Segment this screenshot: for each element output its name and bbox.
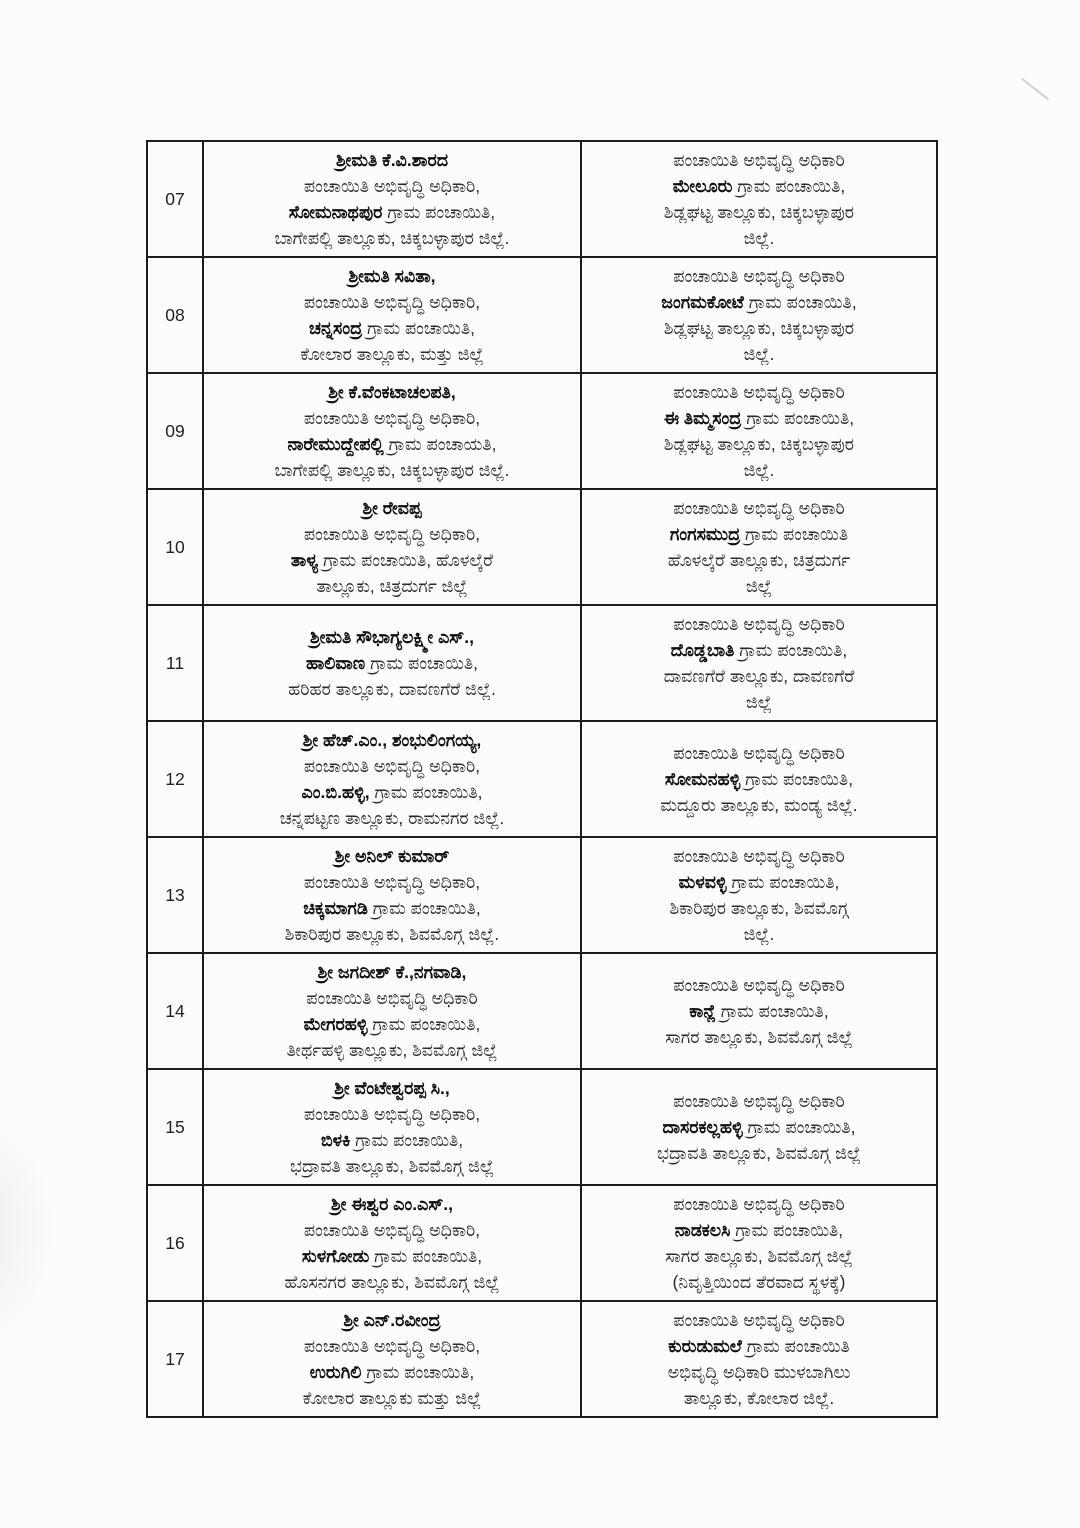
- plain-text: ಗ್ರಾಮ ಪಂಚಾಯಿತಿ,: [361, 1362, 475, 1382]
- text-line: [592, 663, 926, 689]
- plain-text: ಜಿಲ್ಲೆ.: [743, 344, 775, 364]
- emphasized-text: ಶ್ರೀ ಹೆಚ್.ಎಂ., ಶಂಭುಲಿಂಗಯ್ಯ,: [302, 730, 482, 750]
- text-line: [214, 521, 570, 547]
- text-line: [214, 676, 570, 702]
- plain-text: ಭದ್ರಾವತಿ ತಾಲ್ಲೂಕು, ಶಿವಮೊಗ್ಗ ಜಿಲ್ಲೆ: [657, 1143, 861, 1163]
- text-line: [214, 727, 570, 753]
- plain-text: ಕೋಲಾರ ತಾಲ್ಲೂಕು ಮತ್ತು ಜಿಲ್ಲೆ: [302, 1388, 482, 1408]
- plain-text: ಶಿಡ್ಲಘಟ್ಟ ತಾಲ್ಲೂಕು, ಚಿಕ್ಕಬಳ್ಳಾಪುರ: [663, 318, 855, 338]
- text-line: [214, 895, 570, 921]
- text-line: [214, 457, 570, 483]
- plain-text: ಶಿಡ್ಲಘಟ್ಟ ತಾಲ್ಲೂಕು, ಚಿಕ್ಕಬಳ್ಳಾಪುರ: [663, 202, 855, 222]
- text-line: [592, 1307, 926, 1333]
- text-line: [214, 1385, 570, 1411]
- plain-text: ಹರಿಹರ ತಾಲ್ಲೂಕು, ದಾವಣಗೆರೆ ಜಿಲ್ಲೆ.: [288, 679, 496, 699]
- new-posting-cell: [581, 141, 937, 257]
- plain-text: ಗ್ರಾಮ ಪಂಚಾಯಿತಿ,: [740, 769, 854, 789]
- plain-text: ಸಾಗರ ತಾಲ್ಲೂಕು, ಶಿವಮೊಗ್ಗ ಜಿಲ್ಲೆ: [665, 1027, 853, 1047]
- new-posting-cell: [581, 489, 937, 605]
- plain-text: ಗ್ರಾಮ ಪಂಚಾಯಿತಿ: [740, 524, 849, 544]
- text-line: [592, 495, 926, 521]
- table-row: [147, 1069, 937, 1185]
- plain-text: ಗ್ರಾಮ ಪಂಚಾಯಿತಿ,: [367, 898, 481, 918]
- plain-text: ಪಂಚಾಯಿತಿ ಅಭಿವೃದ್ಧಿ ಅಧಿಕಾರಿ: [673, 498, 845, 518]
- plain-text: ಗ್ರಾಮ ಪಂಚಾಯಿತಿ,: [741, 408, 855, 428]
- serial-number: 12: [147, 721, 203, 837]
- text-line: [214, 959, 570, 985]
- text-line: [214, 1101, 570, 1127]
- text-line: [592, 921, 926, 947]
- plain-text: ಸಾಗರ ತಾಲ್ಲೂಕು, ಶಿವಮೊಗ್ಗ ಜಿಲ್ಲೆ: [665, 1246, 853, 1266]
- plain-text: ಪಂಚಾಯಿತಿ ಅಭಿವೃದ್ಧಿ ಅಧಿಕಾರಿ: [673, 975, 845, 995]
- text-line: [592, 895, 926, 921]
- emphasized-text: ಸೋಮನಾಥಪುರ: [288, 202, 383, 222]
- plain-text: ಬಾಗೇಪಲ್ಲಿ ತಾಲ್ಲೂಕು, ಚಿಕ್ಕಬಳ್ಳಾಪುರ ಜಿಲ್ಲೆ.: [274, 228, 510, 248]
- text-line: [214, 1075, 570, 1101]
- emphasized-text: ಉರುಗಿಲಿ: [309, 1362, 362, 1382]
- plain-text: ದಾವಣಗೆರೆ ತಾಲ್ಲೂಕು, ದಾವಣಗೆರೆ: [663, 666, 855, 686]
- emphasized-text: ಎಂ.ಬಿ.ಹಳ್ಳಿ,: [301, 782, 370, 802]
- plain-text: ಭದ್ರಾವತಿ ತಾಲ್ಲೂಕು, ಶಿವಮೊಗ್ಗ ಜಿಲ್ಲೆ: [290, 1156, 494, 1176]
- emphasized-text: ಶ್ರೀ ಜಗದೀಶ್ ಕೆ.,ನಗವಾಡಿ,: [317, 962, 467, 982]
- text-line: [592, 1243, 926, 1269]
- new-posting-cell: [581, 1301, 937, 1417]
- plain-text: ಗ್ರಾಮ ಪಂಚಾಯಿತಿ,: [382, 202, 496, 222]
- new-posting-cell: [581, 721, 937, 837]
- emphasized-text: ಈ ತಿಮ್ಮಸಂದ್ರ: [663, 408, 742, 428]
- emphasized-text: ಕುರುಡುಮಲೆ: [668, 1336, 742, 1356]
- plain-text: ಮದ್ದೂರು ತಾಲ್ಲೂಕು, ಮಂಡ್ಯ ಜಿಲ್ಲೆ.: [660, 795, 858, 815]
- serial-number: 13: [147, 837, 203, 953]
- emphasized-text: ಜಂಗಮಕೋಟೆ: [661, 292, 744, 312]
- table-row: [147, 257, 937, 373]
- plain-text: ಶಿಕಾರಿಪುರ ತಾಲ್ಲೂಕು, ಶಿವಮೊಗ್ಗ: [669, 898, 849, 918]
- plain-text: ಪಂಚಾಯಿತಿ ಅಭಿವೃದ್ಧಿ ಅಧಿಕಾರಿ: [673, 382, 845, 402]
- serial-number: 10: [147, 489, 203, 605]
- plain-text: ಪಂಚಾಯಿತಿ ಅಭಿವೃದ್ಧಿ ಅಧಿಕಾರಿ: [673, 266, 845, 286]
- emphasized-text: ಮೇಲೂರು: [672, 176, 733, 196]
- text-line: [214, 315, 570, 341]
- plain-text: ಚನ್ನಪಟ್ಟಣ ತಾಲ್ಲೂಕು, ರಾಮನಗರ ಜಿಲ್ಲೆ.: [279, 808, 505, 828]
- current-posting-cell: [203, 373, 581, 489]
- plain-text: ಜಿಲ್ಲೆ.: [743, 228, 775, 248]
- table-row: [147, 489, 937, 605]
- plain-text: ಪಂಚಾಯಿತಿ ಅಭಿವೃದ್ಧಿ ಅಧಿಕಾರಿ: [673, 1310, 845, 1330]
- text-line: [214, 650, 570, 676]
- text-line: [214, 173, 570, 199]
- current-posting-cell: [203, 837, 581, 953]
- emphasized-text: ಶ್ರೀ ಎನ್.ರವೀಂದ್ರ: [343, 1310, 441, 1330]
- plain-text: (ನಿವೃತ್ತಿಯಿಂದ ತೆರವಾದ ಸ್ಥಳಕ್ಕೆ): [672, 1272, 846, 1292]
- text-line: [214, 985, 570, 1011]
- emphasized-text: ನಾಡಕಲಸಿ: [674, 1220, 731, 1240]
- plain-text: ಪಂಚಾಯಿತಿ ಅಭಿವೃದ್ಧಿ ಅಧಿಕಾರಿ: [673, 150, 845, 170]
- plain-text: ಪಂಚಾಯಿತಿ ಅಭಿವೃದ್ಧಿ ಅಧಿಕಾರಿ,: [303, 176, 481, 196]
- text-line: [592, 379, 926, 405]
- plain-text: ಪಂಚಾಯಿತಿ ಅಭಿವೃದ್ಧಿ ಅಧಿಕಾರಿ,: [303, 872, 481, 892]
- text-line: [592, 1140, 926, 1166]
- plain-text: ಜಿಲ್ಲೆ: [746, 692, 772, 712]
- plain-text: ಕೋಲಾರ ತಾಲ್ಲೂಕು, ಮತ್ತು ಜಿಲ್ಲೆ: [300, 344, 484, 364]
- emphasized-text: ಶ್ರೀ ವೆಂಟೇಶ್ವರಪ್ಪ ಸಿ.,: [334, 1078, 450, 1098]
- emphasized-text: ಶ್ರೀಮತಿ ಸವಿತಾ,: [348, 266, 436, 286]
- plain-text: ಗ್ರಾಮ ಪಂಚಾಯತಿ,: [383, 434, 497, 454]
- emphasized-text: ನಾರೇಮುದ್ದೇಪಲ್ಲಿ: [287, 434, 384, 454]
- text-line: [592, 1333, 926, 1359]
- new-posting-cell: [581, 953, 937, 1069]
- plain-text: ಪಂಚಾಯಿತಿ ಅಭಿವೃದ್ಧಿ ಅಧಿಕಾರಿ,: [303, 1336, 481, 1356]
- plain-text: ಹೊಳಲ್ಕೆರೆ ತಾಲ್ಲೂಕು, ಚಿತ್ರದುರ್ಗ: [667, 550, 851, 570]
- text-line: [214, 495, 570, 521]
- plain-text: ಪಂಚಾಯಿತಿ ಅಭಿವೃದ್ಧಿ ಅಧಿಕಾರಿ: [673, 1091, 845, 1111]
- plain-text: ತೀರ್ಥಹಳ್ಳಿ ತಾಲ್ಲೂಕು, ಶಿವಮೊಗ್ಗ ಜಿಲ್ಲೆ: [286, 1040, 498, 1060]
- serial-number: 14: [147, 953, 203, 1069]
- plain-text: ಗ್ರಾಮ ಪಂಚಾಯಿತಿ,: [730, 1220, 844, 1240]
- plain-text: ಗ್ರಾಮ ಪಂಚಾಯಿತಿ,: [365, 653, 479, 673]
- text-line: [214, 843, 570, 869]
- new-posting-cell: [581, 1069, 937, 1185]
- text-line: [214, 199, 570, 225]
- text-line: [214, 147, 570, 173]
- text-line: [214, 1333, 570, 1359]
- plain-text: ಗ್ರಾಮ ಪಂಚಾಯಿತಿ,: [369, 1246, 483, 1266]
- text-line: [592, 225, 926, 251]
- new-posting-cell: [581, 257, 937, 373]
- current-posting-cell: [203, 1185, 581, 1301]
- plain-text: ಪಂಚಾಯಿತಿ ಅಭಿವೃದ್ಧಿ ಅಧಿಕಾರಿ,: [303, 1104, 481, 1124]
- current-posting-cell: [203, 953, 581, 1069]
- emphasized-text: ಶ್ರೀಮತಿ ಸೌಭಾಗ್ಯಲಕ್ಷ್ಮೀ ಎಸ್.,: [310, 627, 474, 647]
- emphasized-text: ದಾಸರಕಲ್ಲಹಳ್ಳಿ: [662, 1117, 743, 1137]
- text-line: [214, 341, 570, 367]
- plain-text: ಗ್ರಾಮ ಪಂಚಾಯಿತಿ,: [367, 1014, 481, 1034]
- text-line: [592, 147, 926, 173]
- plain-text: ಪಂಚಾಯಿತಿ ಅಭಿವೃದ್ಧಿ ಅಧಿಕಾರಿ: [673, 1194, 845, 1214]
- text-line: [592, 521, 926, 547]
- plain-text: ಪಂಚಾಯಿತಿ ಅಭಿವೃದ್ಧಿ ಅಧಿಕಾರಿ: [673, 846, 845, 866]
- serial-number: 09: [147, 373, 203, 489]
- new-posting-cell: [581, 373, 937, 489]
- text-line: [592, 1088, 926, 1114]
- emphasized-text: ಬಿಳಕಿ: [320, 1130, 351, 1150]
- table-body: [147, 141, 937, 1417]
- text-line: [592, 689, 926, 715]
- serial-number: 15: [147, 1069, 203, 1185]
- text-line: [592, 289, 926, 315]
- text-line: [592, 843, 926, 869]
- serial-number: 11: [147, 605, 203, 721]
- text-line: [214, 753, 570, 779]
- plain-text: ಶಿಕಾರಿಪುರ ತಾಲ್ಲೂಕು, ಶಿವಮೊಗ್ಗ ಜಿಲ್ಲೆ.: [284, 924, 500, 944]
- serial-number: 07: [147, 141, 203, 257]
- scan-artifact: [1021, 78, 1049, 101]
- plain-text: ತಾಲ್ಲೂಕು, ಕೋಲಾರ ಜಿಲ್ಲೆ.: [683, 1388, 835, 1408]
- emphasized-text: ಶ್ರೀ ಈಶ್ವರ ಎಂ.ಎಸ್.,: [330, 1194, 454, 1214]
- plain-text: ಜಿಲ್ಲೆ: [746, 576, 772, 596]
- text-line: [592, 1385, 926, 1411]
- plain-text: ಗ್ರಾಮ ಪಂಚಾಯಿತಿ,: [369, 782, 483, 802]
- table-row: [147, 1185, 937, 1301]
- current-posting-cell: [203, 1069, 581, 1185]
- plain-text: ಗ್ರಾಮ ಪಂಚಾಯಿತಿ,: [734, 640, 848, 660]
- text-line: [592, 1024, 926, 1050]
- text-line: [214, 921, 570, 947]
- text-line: [592, 611, 926, 637]
- plain-text: ಪಂಚಾಯಿತಿ ಅಭಿವೃದ್ಧಿ ಅಧಿಕಾರಿ,: [303, 756, 481, 776]
- plain-text: ಪಂಚಾಯಿತಿ ಅಭಿವೃದ್ಧಿ ಅಧಿಕಾರಿ,: [303, 408, 481, 428]
- text-line: [214, 547, 570, 573]
- emphasized-text: ತಾಳ್ಯ: [290, 550, 319, 570]
- table-row: [147, 373, 937, 489]
- text-line: [592, 869, 926, 895]
- plain-text: ಗ್ರಾಮ ಪಂಚಾಯಿತಿ,: [742, 1117, 856, 1137]
- text-line: [214, 1011, 570, 1037]
- text-line: [592, 341, 926, 367]
- table-row: [147, 953, 937, 1069]
- emphasized-text: ಸುಳಗೋಡು: [301, 1246, 370, 1266]
- serial-number: 08: [147, 257, 203, 373]
- text-line: [214, 1037, 570, 1063]
- plain-text: ಪಂಚಾಯಿತಿ ಅಭಿವೃದ್ಧಿ ಅಧಿಕಾರಿ,: [303, 524, 481, 544]
- text-line: [214, 1307, 570, 1333]
- emphasized-text: ಹಾಲಿವಾಣ: [305, 653, 366, 673]
- text-line: [592, 637, 926, 663]
- table-row: [147, 837, 937, 953]
- table-row: [147, 141, 937, 257]
- text-line: [592, 173, 926, 199]
- plain-text: ಬಾಗೇಪಲ್ಲಿ ತಾಲ್ಲೂಕು, ಚಿಕ್ಕಬಳ್ಳಾಪುರ ಜಿಲ್ಲೆ.: [274, 460, 510, 480]
- text-line: [214, 805, 570, 831]
- text-line: [214, 1127, 570, 1153]
- plain-text: ಪಂಚಾಯಿತಿ ಅಭಿವೃದ್ಧಿ ಅಧಿಕಾರಿ: [306, 988, 478, 1008]
- current-posting-cell: [203, 257, 581, 373]
- scan-smudge: [0, 1110, 56, 1350]
- serial-number: 17: [147, 1301, 203, 1417]
- text-line: [214, 1153, 570, 1179]
- plain-text: ಗ್ರಾಮ ಪಂಚಾಯಿತಿ,: [743, 292, 857, 312]
- text-line: [592, 315, 926, 341]
- text-line: [592, 1114, 926, 1140]
- text-line: [592, 199, 926, 225]
- plain-text: ಹೊಸನಗರ ತಾಲ್ಲೂಕು, ಶಿವಮೊಗ್ಗ ಜಿಲ್ಲೆ: [284, 1272, 500, 1292]
- emphasized-text: ಗಂಗಸಮುದ್ರ: [669, 524, 741, 544]
- emphasized-text: ಶ್ರೀಮತಿ ಕೆ.ವಿ.ಶಾರದ: [335, 150, 449, 170]
- current-posting-cell: [203, 605, 581, 721]
- text-line: [214, 379, 570, 405]
- emphasized-text: ಕಾನ್ಲೆ: [689, 1001, 716, 1021]
- emphasized-text: ಶ್ರೀ ರೇವಪ್ಪ: [362, 498, 422, 518]
- new-posting-cell: [581, 605, 937, 721]
- plain-text: ಪಂಚಾಯಿತಿ ಅಭಿವೃದ್ಧಿ ಅಧಿಕಾರಿ,: [303, 1220, 481, 1240]
- new-posting-cell: [581, 837, 937, 953]
- plain-text: ಶಿಡ್ಲಘಟ್ಟ ತಾಲ್ಲೂಕು, ಚಿಕ್ಕಬಳ್ಳಾಪುರ: [663, 434, 855, 454]
- plain-text: ಗ್ರಾಮ ಪಂಚಾಯಿತಿ, ಹೊಳಲ್ಕೆರೆ: [318, 550, 494, 570]
- plain-text: ಪಂಚಾಯಿತಿ ಅಭಿವೃದ್ಧಿ ಅಧಿಕಾರಿ: [673, 743, 845, 763]
- plain-text: ಜಿಲ್ಲೆ.: [743, 924, 775, 944]
- plain-text: ಅಭಿವೃದ್ಧಿ ಅಧಿಕಾರಿ ಮುಳಬಾಗಿಲು: [667, 1362, 851, 1382]
- plain-text: ಪಂಚಾಯಿತಿ ಅಭಿವೃದ್ಧಿ ಅಧಿಕಾರಿ,: [303, 292, 481, 312]
- table-row: [147, 605, 937, 721]
- plain-text: ತಾಲ್ಲೂಕು, ಚಿತ್ರದುರ್ಗ ಜಿಲ್ಲೆ: [316, 576, 468, 596]
- text-line: [592, 998, 926, 1024]
- text-line: [214, 1243, 570, 1269]
- current-posting-cell: [203, 141, 581, 257]
- text-line: [214, 289, 570, 315]
- text-line: [592, 405, 926, 431]
- text-line: [592, 263, 926, 289]
- text-line: [214, 573, 570, 599]
- emphasized-text: ಮೇಗರಹಳ್ಳಿ: [303, 1014, 368, 1034]
- emphasized-text: ಸೋಮನಹಳ್ಳಿ: [664, 769, 741, 789]
- table-row: [147, 1301, 937, 1417]
- text-line: [592, 431, 926, 457]
- emphasized-text: ಚಿಕ್ಕಮಾಗಡಿ: [303, 898, 368, 918]
- text-line: [592, 792, 926, 818]
- text-line: [214, 779, 570, 805]
- table-row: [147, 721, 937, 837]
- text-line: [214, 1217, 570, 1243]
- text-line: [214, 1269, 570, 1295]
- plain-text: ಪಂಚಾಯಿತಿ ಅಭಿವೃದ್ಧಿ ಅಧಿಕಾರಿ: [673, 614, 845, 634]
- emphasized-text: ಶ್ರೀ ಅನಿಲ್ ಕುಮಾರ್: [334, 846, 450, 866]
- current-posting-cell: [203, 489, 581, 605]
- text-line: [592, 1269, 926, 1295]
- new-posting-cell: [581, 1185, 937, 1301]
- text-line: [214, 1191, 570, 1217]
- text-line: [592, 457, 926, 483]
- text-line: [592, 1359, 926, 1385]
- emphasized-text: ಚನ್ನಸಂದ್ರ: [309, 318, 363, 338]
- officer-transfer-table: [146, 140, 938, 1418]
- current-posting-cell: [203, 1301, 581, 1417]
- plain-text: ಗ್ರಾಮ ಪಂಚಾಯಿತಿ: [741, 1336, 850, 1356]
- text-line: [214, 263, 570, 289]
- emphasized-text: ಮಳವಳ್ಳಿ: [678, 872, 727, 892]
- text-line: [214, 225, 570, 251]
- plain-text: ಗ್ರಾಮ ಪಂಚಾಯಿತಿ,: [732, 176, 846, 196]
- text-line: [592, 547, 926, 573]
- text-line: [214, 405, 570, 431]
- plain-text: ಗ್ರಾಮ ಪಂಚಾಯಿತಿ,: [715, 1001, 829, 1021]
- plain-text: ಜಿಲ್ಲೆ.: [743, 460, 775, 480]
- emphasized-text: ಶ್ರೀ ಕೆ.ವೆಂಕಟಾಚಲಪತಿ,: [328, 382, 456, 402]
- plain-text: ಗ್ರಾಮ ಪಂಚಾಯಿತಿ,: [350, 1130, 464, 1150]
- plain-text: ಗ್ರಾಮ ಪಂಚಾಯಿತಿ,: [362, 318, 475, 338]
- text-line: [592, 972, 926, 998]
- text-line: [214, 624, 570, 650]
- plain-text: ಗ್ರಾಮ ಪಂಚಾಯಿತಿ,: [726, 872, 840, 892]
- text-line: [214, 869, 570, 895]
- text-line: [592, 573, 926, 599]
- current-posting-cell: [203, 721, 581, 837]
- serial-number: 16: [147, 1185, 203, 1301]
- emphasized-text: ದೊಡ್ಡಬಾತಿ: [670, 640, 735, 660]
- text-line: [592, 766, 926, 792]
- text-line: [214, 1359, 570, 1385]
- text-line: [214, 431, 570, 457]
- text-line: [592, 1217, 926, 1243]
- text-line: [592, 740, 926, 766]
- text-line: [592, 1191, 926, 1217]
